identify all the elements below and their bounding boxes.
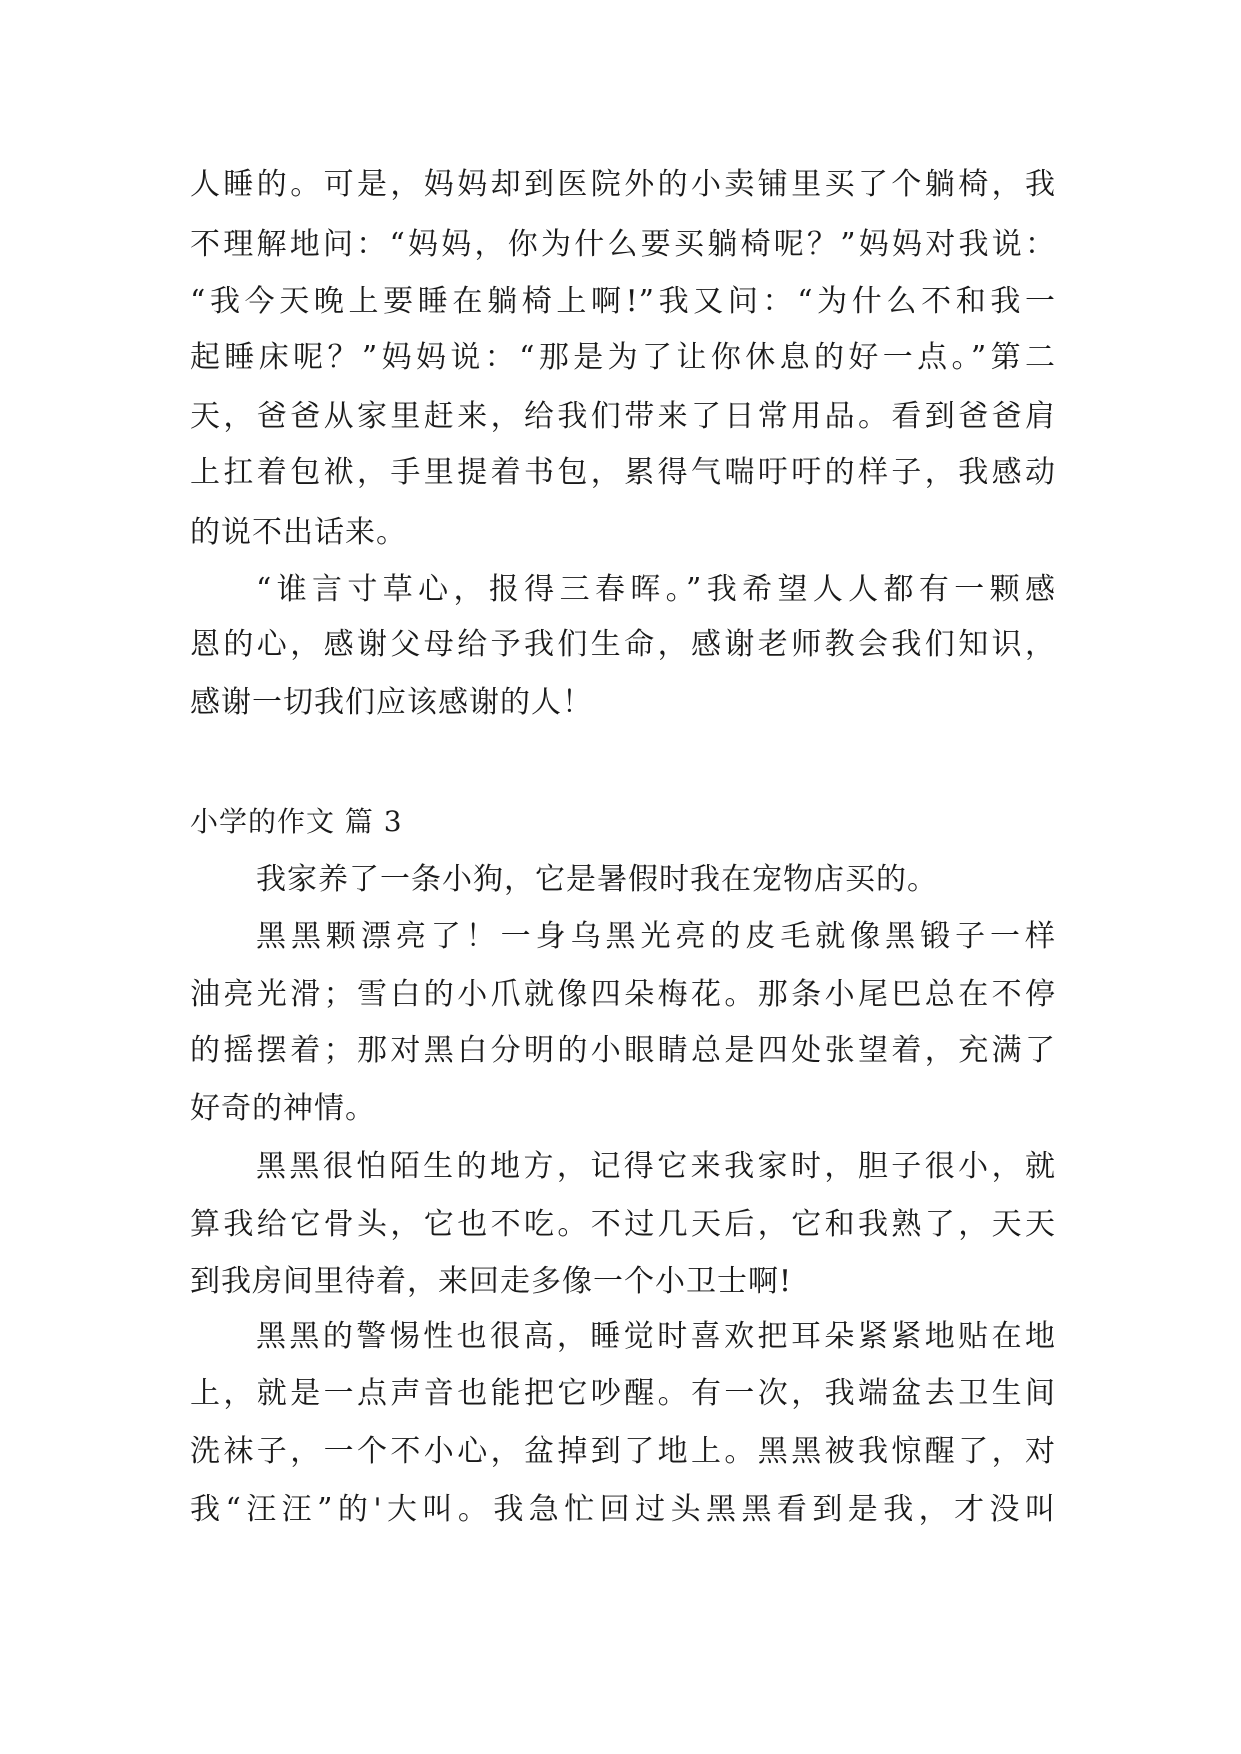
text-line: 黑黑的警惕性也很高，睡觉时喜欢把耳朵紧紧地贴在地 (256, 1319, 1056, 1354)
text-line: 感谢一切我们应该感谢的人！ (190, 685, 593, 720)
text-line: 黑黑很怕陌生的地方，记得它来我家时，胆子很小，就 (256, 1149, 1056, 1184)
text-line: 的说不出话来。 (190, 515, 407, 550)
text-line: 算我给它骨头，它也不吃。不过几天后，它和我熟了，天天 (190, 1207, 1056, 1242)
text-line: 上，就是一点声音也能把它吵醒。有一次，我端盆去卫生间 (190, 1376, 1056, 1411)
text-line: 我“汪汪”的'大叫。我急忙回过头黑黑看到是我，才没叫 (190, 1492, 1056, 1527)
text-line: 天，爸爸从家里赶来，给我们带来了日常用品。看到爸爸肩 (190, 399, 1056, 434)
text-line: 恩的心，感谢父母给予我们生命，感谢老师教会我们知识， (190, 627, 1056, 662)
text-line: 好奇的神情。 (190, 1091, 376, 1126)
text-line: 起睡床呢？”妈妈说：“那是为了让你休息的好一点。”第二 (190, 340, 1056, 375)
text-line: 上扛着包袱，手里提着书包，累得气喘吁吁的样子，我感动 (190, 455, 1056, 490)
text-line: 的摇摆着；那对黑白分明的小眼睛总是四处张望着，充满了 (190, 1033, 1056, 1068)
text-line: 到我房间里待着，来回走多像一个小卫士啊! (190, 1264, 793, 1299)
text-line: 不理解地问：“妈妈，你为什么要买躺椅呢？”妈妈对我说： (190, 227, 1056, 262)
text-line: 黑黑颗漂亮了！一身乌黑光亮的皮毛就像黑锻子一样 (256, 919, 1056, 954)
text-line: 人睡的。可是，妈妈却到医院外的小卖铺里买了个躺椅，我 (190, 167, 1056, 202)
text-line: 油亮光滑；雪白的小爪就像四朵梅花。那条小尾巴总在不停 (190, 977, 1056, 1012)
text-line: 洗袜子，一个不小心，盆掉到了地上。黑黑被我惊醒了，对 (190, 1434, 1056, 1469)
text-line: “谁言寸草心，报得三春晖。”我希望人人都有一颗感 (256, 572, 1056, 607)
text-line: 我家养了一条小狗，它是暑假时我在宠物店买的。 (256, 862, 938, 897)
text-line: “我今天晚上要睡在躺椅上啊!”我又问：“为什么不和我一 (190, 284, 1056, 319)
section-heading: 小学的作文 篇 3 (190, 805, 403, 838)
